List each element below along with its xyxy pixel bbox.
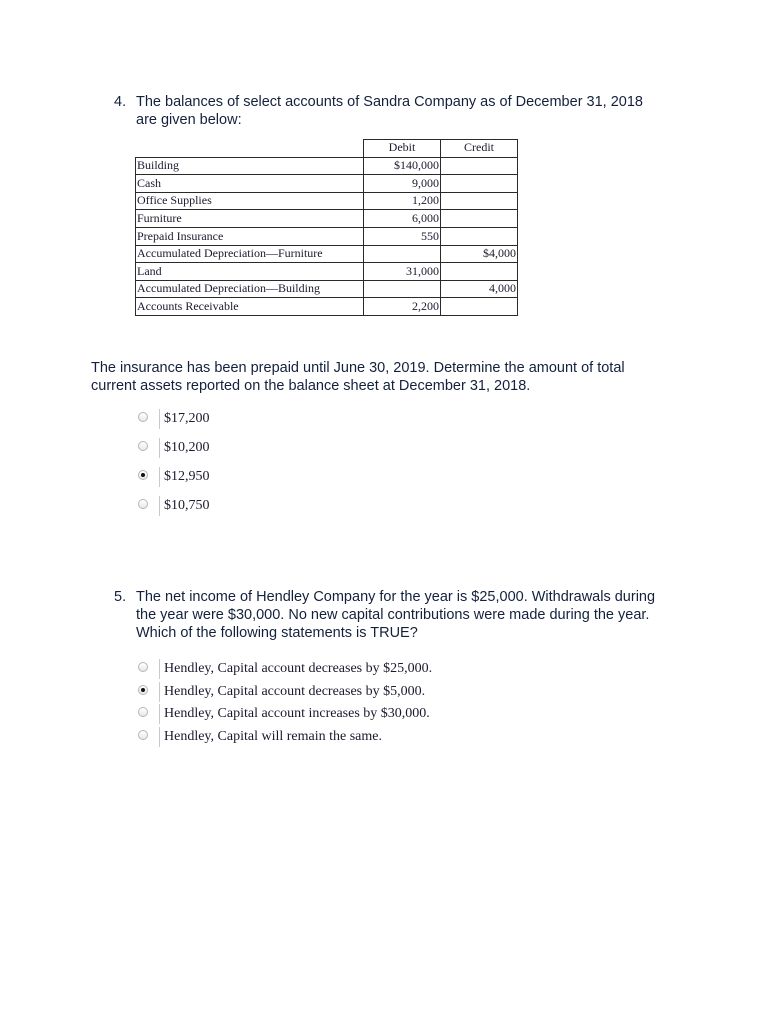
header-debit: Debit bbox=[364, 140, 441, 158]
account-name: Accumulated Depreciation—Building bbox=[136, 280, 364, 298]
option-divider bbox=[159, 659, 160, 679]
question-4-prompt-line-1: The insurance has been prepaid until June 30, 2019. Determine the amount of total bbox=[91, 360, 625, 376]
table-row bbox=[136, 227, 518, 245]
radio-button[interactable] bbox=[138, 470, 148, 480]
radio-button[interactable] bbox=[138, 685, 148, 695]
radio-button[interactable] bbox=[138, 662, 148, 672]
table-row bbox=[136, 298, 518, 316]
account-name: Furniture bbox=[136, 210, 364, 228]
table-row bbox=[136, 157, 518, 175]
question-5-line-3: Which of the following statements is TRUE? bbox=[136, 625, 418, 641]
question-4-text bbox=[136, 93, 643, 129]
question-4-number: 4. bbox=[114, 94, 127, 110]
debit-amount: $140,000 bbox=[364, 157, 441, 175]
credit-amount bbox=[441, 192, 518, 210]
table-row bbox=[136, 210, 518, 228]
question-5-number: 5. bbox=[114, 589, 127, 605]
option-divider bbox=[159, 682, 160, 702]
table-row bbox=[136, 280, 518, 298]
question-4-prompt-line-2: current assets reported on the balance sheet at December 31, 2018. bbox=[91, 378, 531, 394]
option-divider bbox=[159, 704, 160, 724]
header-credit: Credit bbox=[441, 140, 518, 158]
option-divider bbox=[159, 409, 160, 429]
radio-button[interactable] bbox=[138, 499, 148, 509]
question-5-text bbox=[136, 588, 655, 642]
credit-amount bbox=[441, 175, 518, 193]
radio-button[interactable] bbox=[138, 707, 148, 717]
credit-amount bbox=[441, 210, 518, 228]
debit-amount: 6,000 bbox=[364, 210, 441, 228]
account-name: Accumulated Depreciation—Furniture bbox=[136, 245, 364, 263]
option-label: Hendley, Capital account decreases by $25,000. bbox=[164, 661, 433, 676]
table-row bbox=[136, 175, 518, 193]
credit-amount bbox=[441, 298, 518, 316]
radio-button[interactable] bbox=[138, 730, 148, 740]
radio-button[interactable] bbox=[138, 412, 148, 422]
question-4-prompt bbox=[91, 359, 691, 395]
account-name: Office Supplies bbox=[136, 192, 364, 210]
option-divider bbox=[159, 496, 160, 516]
option-label: $17,200 bbox=[164, 411, 210, 426]
option-label: Hendley, Capital account decreases by $5,000. bbox=[164, 683, 426, 699]
table-header-row bbox=[136, 140, 518, 158]
debit-amount: 31,000 bbox=[364, 263, 441, 281]
option-label: Hendley, Capital account increases by $30,000. bbox=[164, 706, 430, 721]
debit-amount bbox=[364, 280, 441, 298]
credit-amount bbox=[441, 227, 518, 245]
question-4-line-2: are given below: bbox=[136, 112, 242, 128]
credit-amount: $4,000 bbox=[441, 245, 518, 263]
question-4 bbox=[114, 93, 674, 133]
debit-amount bbox=[364, 245, 441, 263]
credit-amount bbox=[441, 263, 518, 281]
debit-amount: 9,000 bbox=[364, 175, 441, 193]
option-label: $10,200 bbox=[164, 440, 210, 455]
account-balances-table bbox=[135, 139, 518, 316]
table-row bbox=[136, 245, 518, 263]
question-5-line-2: the year were $30,000. No new capital contributions were made during the year. bbox=[136, 607, 650, 623]
question-5-line-1: The net income of Hendley Company for the year is $25,000. Withdrawals during bbox=[136, 589, 656, 605]
credit-amount: 4,000 bbox=[441, 280, 518, 298]
account-name: Prepaid Insurance bbox=[136, 227, 364, 245]
option-divider bbox=[159, 727, 160, 747]
option-label: Hendley, Capital will remain the same. bbox=[164, 728, 382, 744]
table-row bbox=[136, 192, 518, 210]
radio-button[interactable] bbox=[138, 441, 148, 451]
question-4-line-1: The balances of select accounts of Sandra Company as of December 31, 2018 bbox=[136, 94, 643, 110]
credit-amount bbox=[441, 157, 518, 175]
table-row bbox=[136, 263, 518, 281]
account-name: Building bbox=[136, 157, 364, 175]
debit-amount: 1,200 bbox=[364, 192, 441, 210]
header-blank bbox=[136, 140, 364, 158]
option-label: $10,750 bbox=[164, 498, 210, 513]
account-name: Land bbox=[136, 263, 364, 281]
account-name: Cash bbox=[136, 175, 364, 193]
debit-amount: 2,200 bbox=[364, 298, 441, 316]
question-5 bbox=[114, 588, 694, 648]
account-name: Accounts Receivable bbox=[136, 298, 364, 316]
option-divider bbox=[159, 438, 160, 458]
debit-amount: 550 bbox=[364, 227, 441, 245]
option-label: $12,950 bbox=[164, 469, 210, 484]
option-divider bbox=[159, 467, 160, 487]
